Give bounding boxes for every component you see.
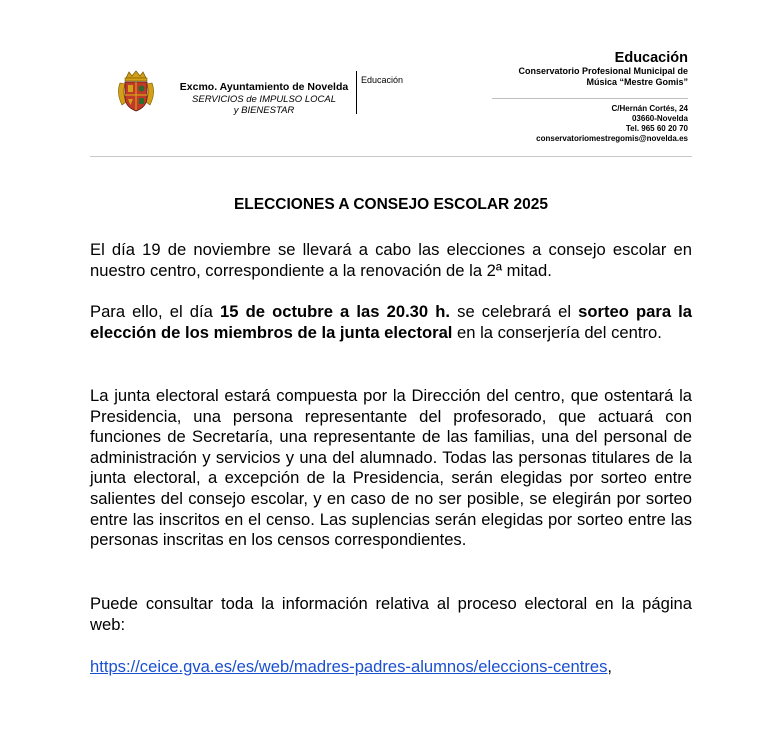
link-suffix: ,: [607, 657, 613, 676]
conservatory-heading: Educación: [614, 50, 688, 66]
paragraph-more-info: Puede consultar toda la información relativa al proceso electoral en la página web:: [90, 594, 692, 634]
elections-info-link[interactable]: https://ceice.gva.es/es/web/madres-padres-alumnos/eleccions-centres: [90, 657, 608, 676]
novelda-coat-of-arms-logo: [114, 69, 158, 113]
draw-text-2: se celebrará el: [450, 302, 579, 321]
paragraph-draw: [90, 302, 692, 343]
draw-text-1: Para ello, el día: [90, 302, 220, 321]
document-title: ELECCIONES A CONSEJO ESCOLAR 2025: [233, 196, 549, 213]
municipality-service-line-1: SERVICIOS de IMPULSO LOCAL: [192, 94, 336, 105]
address-block: [468, 104, 688, 144]
conservatory-name-line-2: Música “Mestre Gomis”: [586, 77, 688, 87]
address-street: C/Hernán Cortés, 24: [611, 104, 688, 113]
draw-date: 15 de octubre a las 20.30 h.: [220, 302, 451, 321]
address-divider: [492, 98, 688, 99]
address-city: 03660-Novelda: [631, 114, 688, 123]
municipality-block: [178, 81, 350, 116]
municipality-name: Excmo. Ayuntamiento de Novelda: [179, 81, 349, 93]
municipality-service-line-2: y BIENESTAR: [233, 105, 295, 116]
header-divider: [356, 71, 357, 114]
address-email: conservatoriomestregomis@novelda.es: [536, 134, 688, 143]
paragraph-election-date: El día 19 de noviembre se llevará a cabo las elecciones a consejo escolar en nuestro centro, correspondiente a la renovación de la 2ª mitad.: [90, 240, 692, 280]
link-line: [90, 657, 612, 678]
conservatory-block: [428, 50, 688, 88]
paragraph-junta-composition: La junta electoral estará compuesta por la Dirección del centro, que ostentará la Presidencia, una persona representante del profesorado, que actuará con funciones de Secretaría, una representante de las familias, una del personal de administración y servicios y una del alumnado. Todas las personas titulares de la junta electoral, a excepción de la Presidencia, serán elegidas por sorteo entre salientes del consejo escolar, y en caso de no ser posible, se elegirán por sorteo entre las inscritos en el censo. Las suplencias serán elegidas por sorteo entre las personas inscritas en los censos correspondientes.: [90, 386, 692, 550]
header-separator: [90, 156, 692, 157]
draw-subject: sorteo para la elección de los miembros de la junta electoral: [90, 302, 693, 342]
conservatory-name-line-1: Conservatorio Profesional Municipal de: [518, 66, 688, 76]
address-phone: Tel. 965 60 20 70: [625, 124, 688, 133]
draw-text-3: en la conserjería del centro.: [452, 322, 662, 342]
department-label: Educación: [361, 75, 404, 85]
